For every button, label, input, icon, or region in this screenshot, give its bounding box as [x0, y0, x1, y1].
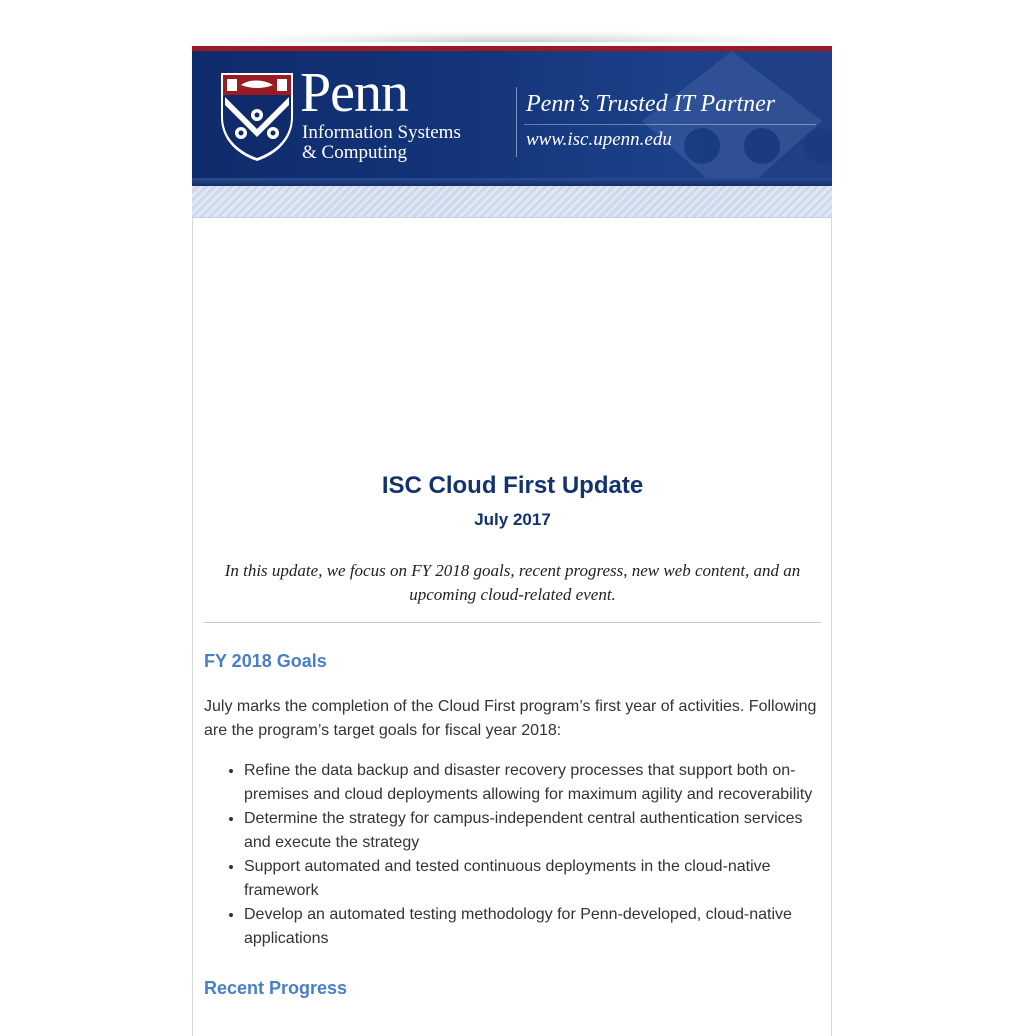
isc-website-link[interactable]: www.isc.upenn.edu	[526, 129, 672, 150]
brand-subtitle	[302, 123, 461, 163]
newsletter-body	[193, 470, 831, 1000]
list-item: • Refine the data backup and disaster recovery processes that support both on-premises and cloud deployments allowing for maximum agility and recoverability	[244, 759, 821, 807]
goals-paragraph: July marks the completion of the Cloud First program’s first year of activities. Following are the program’s target goals for fiscal year 2018:	[204, 698, 817, 739]
section-divider	[204, 622, 821, 623]
image-placeholder-area	[193, 218, 831, 470]
banner-bottom-band	[192, 178, 832, 186]
brand-subtitle-line-1: Information Systems	[302, 122, 461, 143]
list-item: • Determine the strategy for campus-independent central authentication services and execute the strategy	[244, 807, 821, 855]
update-date: July 2017	[474, 510, 551, 529]
header-stripe	[192, 186, 832, 218]
update-title: ISC Cloud First Update	[381, 472, 644, 499]
banner-tagline: Penn’s Trusted IT Partner	[526, 91, 776, 117]
list-item: • Support automated and tested continuous deployments in the cloud-native framework	[244, 855, 821, 903]
brand-subtitle-line-2: & Computing	[302, 142, 408, 163]
goals-heading: FY 2018 Goals	[204, 651, 327, 671]
header-banner	[192, 46, 832, 186]
banner-divider	[516, 87, 517, 157]
goals-list	[204, 759, 821, 951]
brand-name: Penn	[300, 62, 408, 124]
header-shadow	[192, 30, 832, 42]
list-item: • Develop an automated testing methodology for Penn-developed, cloud-native applications	[244, 903, 821, 951]
penn-shield-icon	[219, 71, 295, 163]
progress-heading: Recent Progress	[204, 978, 348, 998]
newsletter	[192, 46, 832, 1036]
tagline-rule	[524, 124, 816, 125]
update-intro: In this update, we focus on FY 2018 goals, recent progress, new web content, and an upcoming cloud-related event.	[224, 561, 801, 604]
